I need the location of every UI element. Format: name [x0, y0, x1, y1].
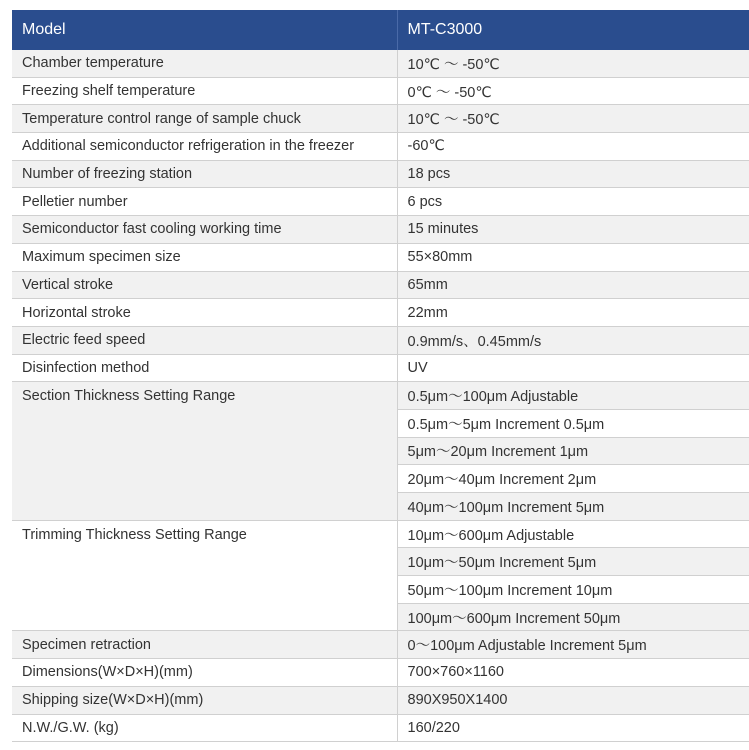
row-value: -60℃ — [397, 133, 749, 161]
row-value: 15 minutes — [397, 216, 749, 244]
table-row — [12, 160, 749, 188]
trimming-thickness-value: 50μm～100μm Increment 10μm — [397, 576, 749, 604]
table-row — [12, 382, 749, 410]
row-value: 0℃ ～ -50℃ — [397, 77, 749, 105]
table-row — [12, 354, 749, 382]
row-value: 10℃ ～ -50℃ — [397, 105, 749, 133]
section-thickness-value: 0.5μm～100μm Adjustable — [397, 382, 749, 410]
row-value: 0～100μm Adjustable Increment 5μm — [397, 631, 749, 659]
row-value: 6 pcs — [397, 188, 749, 216]
spec-table — [12, 10, 749, 742]
row-label: Temperature control range of sample chuck — [12, 105, 397, 133]
table-row — [12, 714, 749, 742]
row-label: Pelletier number — [12, 188, 397, 216]
header-label: Model — [12, 10, 397, 50]
row-value: 0.9mm/s、0.45mm/s — [397, 326, 749, 354]
table-row — [12, 188, 749, 216]
table-row — [12, 326, 749, 354]
section-thickness-value: 20μm～40μm Increment 2μm — [397, 465, 749, 493]
section-thickness-value: 40μm～100μm Increment 5μm — [397, 493, 749, 521]
row-value: UV — [397, 354, 749, 382]
row-label: Maximum specimen size — [12, 243, 397, 271]
row-value: 160/220 — [397, 714, 749, 742]
row-label: Chamber temperature — [12, 50, 397, 77]
table-header-row — [12, 10, 749, 50]
row-label: Horizontal stroke — [12, 299, 397, 327]
row-label: Dimensions(W×D×H)(mm) — [12, 659, 397, 687]
table-row — [12, 686, 749, 714]
table-row — [12, 520, 749, 548]
table-row — [12, 659, 749, 687]
row-label: Disinfection method — [12, 354, 397, 382]
row-value: 10℃ ～ -50℃ — [397, 50, 749, 77]
table-row — [12, 243, 749, 271]
row-value: 890X950X1400 — [397, 686, 749, 714]
trimming-thickness-value: 100μm～600μm Increment 50μm — [397, 603, 749, 631]
table-row — [12, 50, 749, 77]
row-label: Number of freezing station — [12, 160, 397, 188]
row-label: Specimen retraction — [12, 631, 397, 659]
section-thickness-value: 0.5μm～5μm Increment 0.5μm — [397, 409, 749, 437]
header-model: MT-C3000 — [397, 10, 749, 50]
row-label: Additional semiconductor refrigeration in the freezer — [12, 133, 397, 161]
row-label: Electric feed speed — [12, 326, 397, 354]
trimming-thickness-value: 10μm～600μm Adjustable — [397, 520, 749, 548]
table-row — [12, 271, 749, 299]
row-label: Shipping size(W×D×H)(mm) — [12, 686, 397, 714]
trimming-thickness-value: 10μm～50μm Increment 5μm — [397, 548, 749, 576]
row-label: Freezing shelf temperature — [12, 77, 397, 105]
trimming-thickness-label: Trimming Thickness Setting Range — [12, 520, 397, 631]
table-row — [12, 105, 749, 133]
table-row — [12, 133, 749, 161]
section-thickness-value: 5μm～20μm Increment 1μm — [397, 437, 749, 465]
row-label: N.W./G.W. (kg) — [12, 714, 397, 742]
section-thickness-label: Section Thickness Setting Range — [12, 382, 397, 520]
table-row — [12, 299, 749, 327]
row-value: 700×760×1160 — [397, 659, 749, 687]
row-label: Semiconductor fast cooling working time — [12, 216, 397, 244]
row-value: 55×80mm — [397, 243, 749, 271]
table-row — [12, 631, 749, 659]
row-value: 65mm — [397, 271, 749, 299]
row-value: 22mm — [397, 299, 749, 327]
table-row — [12, 77, 749, 105]
table-row — [12, 216, 749, 244]
row-value: 18 pcs — [397, 160, 749, 188]
row-label: Vertical stroke — [12, 271, 397, 299]
